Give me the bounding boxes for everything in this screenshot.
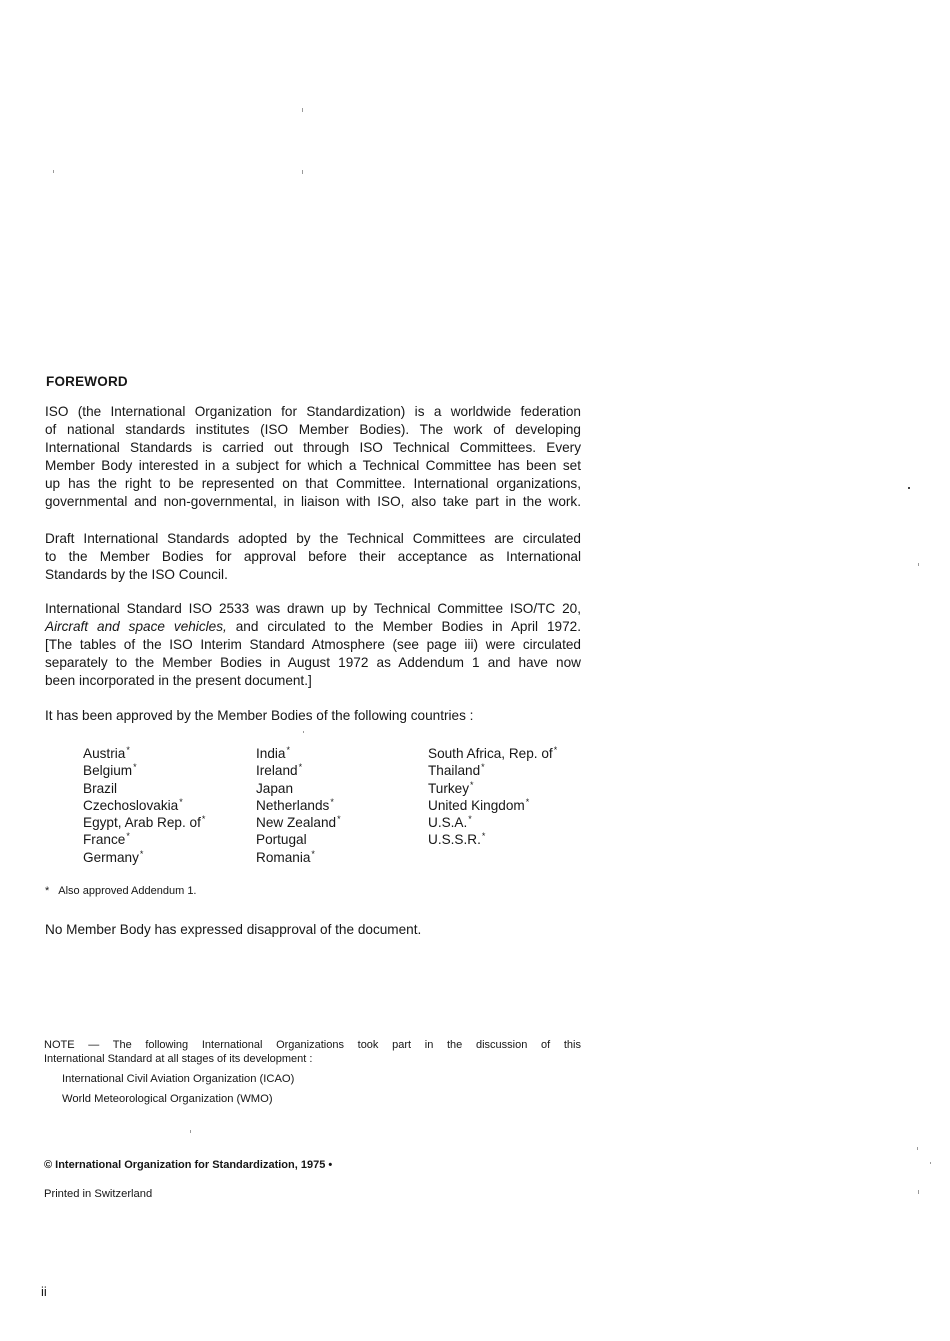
- addendum-star: *: [139, 848, 144, 859]
- country-name: United Kingdom: [428, 797, 525, 813]
- copyright-line: © International Organization for Standardization, 1975 •: [44, 1159, 333, 1171]
- country-name: New Zealand: [256, 815, 337, 831]
- note-line: NOTE — The following International Organizations took part in the discussion of this: [44, 1039, 581, 1051]
- country-item: [83, 745, 205, 762]
- country-item: [428, 831, 557, 848]
- country-item: [83, 797, 205, 814]
- addendum-star: *: [553, 745, 558, 755]
- note-line: International Standard at all stages of its development :: [44, 1053, 313, 1065]
- paragraph-line: Member Body interested in a subject for which a Technical Committee has been set: [45, 458, 581, 473]
- addendum-star: *: [133, 762, 137, 773]
- paragraph-line: [The tables of the ISO Interim Standard Atmosphere (see page iii) were circulated: [45, 637, 581, 652]
- scan-speck: [908, 487, 910, 489]
- addendum-star: *: [298, 762, 303, 773]
- footnote-star: *: [45, 885, 50, 897]
- country-item: [428, 797, 557, 814]
- country-name: Netherlands: [256, 797, 330, 813]
- addendum-star: *: [337, 814, 341, 825]
- foreword-paragraph-2: [45, 530, 581, 584]
- committee-title: Aircraft and space vehicles,: [45, 619, 227, 634]
- paragraph-line: governmental and non-governmental, in liaison with ISO, also take part in the work.: [45, 494, 581, 509]
- country-name: Belgium: [83, 763, 133, 779]
- addendum-star: *: [330, 796, 334, 807]
- country-item: [428, 780, 557, 797]
- foreword-paragraph-5: No Member Body has expressed disapproval of the document.: [45, 922, 422, 937]
- country-item: [83, 762, 205, 779]
- country-item: [256, 831, 341, 848]
- country-name: U.S.S.R.: [428, 832, 481, 848]
- scan-speck: [53, 170, 54, 173]
- country-column-1: [83, 745, 205, 866]
- paragraph-line: International Standard ISO 2533 was drawn up by Technical Committee ISO/TC 20,: [45, 601, 581, 616]
- country-name: Ireland: [256, 763, 298, 779]
- country-item: [428, 745, 557, 762]
- paragraph-line: [45, 618, 581, 636]
- scan-speck: [930, 1162, 931, 1164]
- paragraph-line: to the Member Bodies for approval before their acceptance as International: [45, 549, 581, 564]
- country-name: Japan: [256, 780, 294, 796]
- paragraph-line-rest: and circulated to the Member Bodies in April 1972.: [226, 619, 581, 634]
- country-name: India: [256, 746, 286, 761]
- addendum-star: *: [126, 745, 130, 755]
- addendum-star: *: [481, 831, 486, 842]
- country-item: [256, 762, 341, 779]
- paragraph-line: separately to the Member Bodies in August 1972 as Addendum 1 and have now: [45, 655, 581, 670]
- addendum-star: *: [286, 745, 290, 755]
- country-name: Turkey: [428, 780, 470, 796]
- scan-speck: [303, 731, 304, 733]
- country-name: U.S.A.: [428, 815, 468, 831]
- country-item: [256, 780, 341, 797]
- note-organization: International Civil Aviation Organization (ICAO): [62, 1073, 295, 1085]
- footnote-text: Also approved Addendum 1.: [58, 885, 197, 897]
- paragraph-line: up has the right to be represented on that Committee. International organizations,: [45, 476, 581, 491]
- scan-speck: [302, 108, 303, 112]
- country-name: Germany: [83, 849, 139, 865]
- country-name: Egypt, Arab Rep. of: [83, 815, 201, 831]
- paragraph-line: Draft International Standards adopted by the Technical Committees are circulated: [45, 531, 581, 546]
- printed-location: Printed in Switzerland: [44, 1188, 153, 1200]
- country-item: [256, 849, 341, 866]
- country-item: [428, 814, 557, 831]
- foreword-paragraph-3: [45, 600, 581, 690]
- country-name: Czechoslovakia: [83, 797, 179, 813]
- addendum-star: *: [179, 796, 183, 807]
- country-column-2: [256, 745, 341, 866]
- paragraph-line: of national standards institutes (ISO Member Bodies). The work of developing: [45, 422, 581, 437]
- foreword-heading: FOREWORD: [46, 374, 128, 389]
- scan-speck: [190, 1130, 191, 1133]
- country-name: Portugal: [256, 832, 307, 848]
- country-name: Thailand: [428, 763, 481, 779]
- country-item: [83, 831, 205, 848]
- page-number: ii: [41, 1284, 47, 1299]
- country-name: France: [83, 832, 126, 848]
- country-name: Romania: [256, 849, 311, 865]
- paragraph-line: Standards by the ISO Council.: [45, 567, 228, 582]
- addendum-star: *: [470, 779, 474, 790]
- addendum-star: *: [311, 848, 315, 859]
- footnote: [45, 885, 197, 897]
- country-item: [83, 814, 205, 831]
- country-item: [256, 814, 341, 831]
- paragraph-line: ISO (the International Organization for Standardization) is a worldwide federation: [45, 404, 581, 419]
- note-organization: World Meteorological Organization (WMO): [62, 1093, 273, 1105]
- scan-speck: [917, 1147, 918, 1150]
- addendum-star: *: [126, 831, 130, 842]
- country-name: South Africa, Rep. of: [428, 746, 553, 761]
- addendum-star: *: [525, 796, 530, 807]
- addendum-star: *: [468, 814, 472, 825]
- note-block: [44, 1038, 581, 1066]
- paragraph-line: International Standards is carried out through ISO Technical Committees. Every: [45, 440, 581, 455]
- country-item: [256, 797, 341, 814]
- foreword-paragraph-1: [45, 403, 581, 511]
- scan-speck: [918, 1190, 919, 1194]
- country-item: [428, 762, 557, 779]
- foreword-paragraph-4: It has been approved by the Member Bodies of the following countries :: [45, 708, 474, 723]
- scan-speck: [302, 170, 303, 174]
- country-column-3: [428, 745, 557, 849]
- country-name: Austria: [83, 746, 126, 761]
- paragraph-line: been incorporated in the present document.]: [45, 673, 312, 688]
- country-name: Brazil: [83, 780, 117, 796]
- addendum-star: *: [481, 762, 485, 773]
- scan-speck: [918, 563, 919, 566]
- country-item: [256, 745, 341, 762]
- country-item: [83, 780, 205, 797]
- addendum-star: *: [201, 814, 206, 825]
- country-item: [83, 849, 205, 866]
